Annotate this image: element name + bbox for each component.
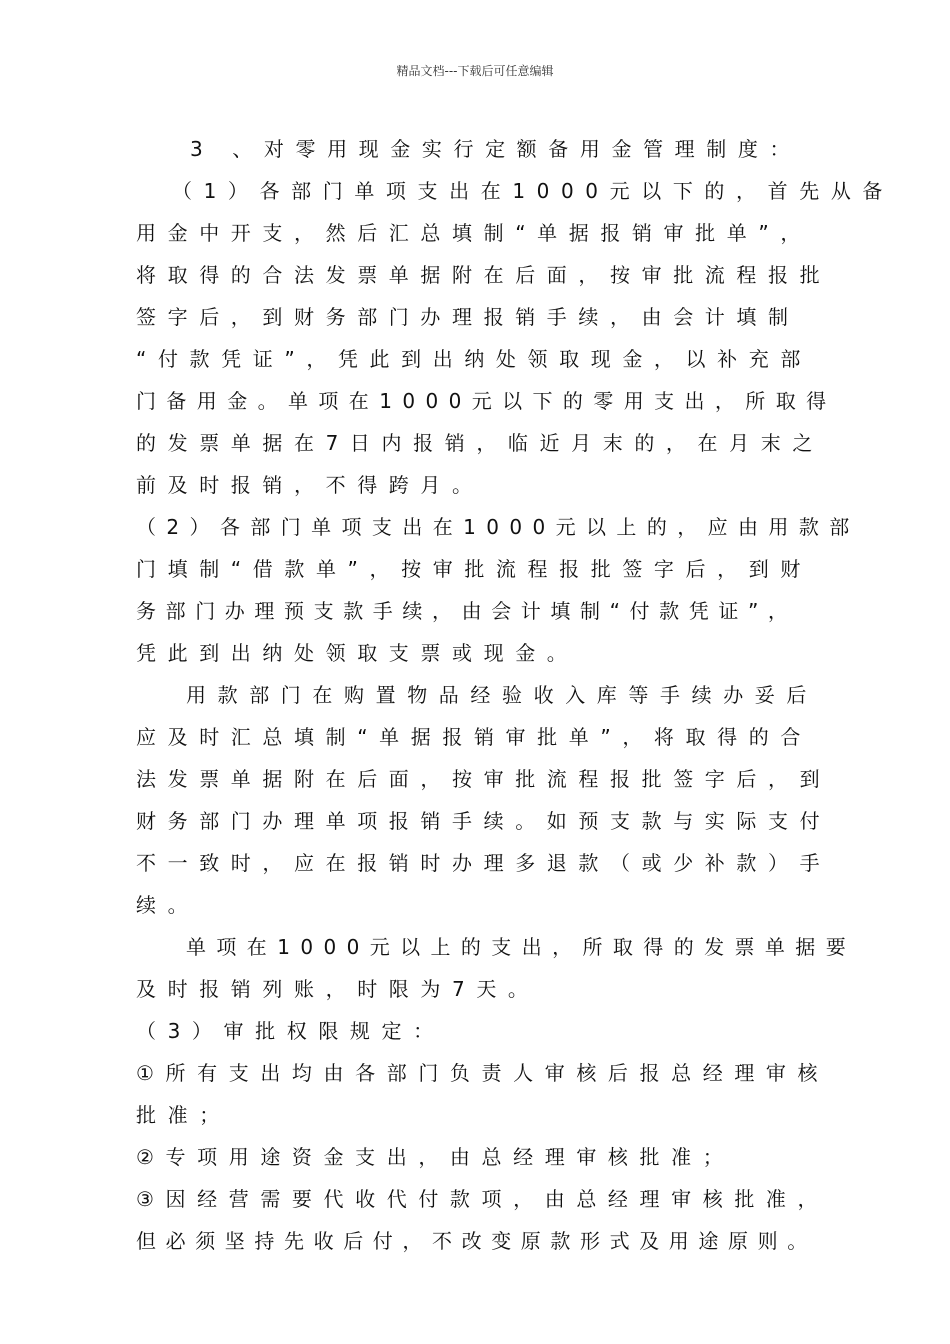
paragraph-line: 财务部门办理单项报销手续。如预支款与实际支付: [136, 809, 832, 833]
paragraph-line: 用款部门在购置物品经验收入库等手续办妥后: [186, 683, 818, 707]
list-item: 但必须坚持先收后付，不改变原款形式及用途原则。: [136, 1229, 817, 1253]
paragraph-line: 门填制“借款单”，按审批流程报批签字后，到财: [136, 557, 812, 581]
paragraph-line: 签字后，到财务部门办理报销手续，由会计填制: [136, 305, 800, 329]
paragraph-line: 门备用金。单项在1000元以下的零用支出，所取得: [136, 389, 837, 413]
list-item: ②专项用途资金支出，由总经理审核批准；: [136, 1145, 735, 1169]
paragraph-line: （1）各部门单项支出在1000元以下的，首先从备: [172, 179, 895, 203]
paragraph-line: 凭此到出纳处领取支票或现金。: [136, 641, 579, 665]
list-item: ③因经营需要代收代付款项，由总经理审核批准，: [136, 1187, 830, 1211]
document-body: [136, 128, 895, 1262]
list-item: ①所有支出均由各部门负责人审核后报总经理审核: [136, 1061, 830, 1085]
list-item: 批准；: [136, 1103, 231, 1127]
paragraph-line: 不一致时，应在报销时办理多退款（或少补款）手: [136, 851, 832, 875]
paragraph-line: 用金中开支，然后汇总填制“单据报销审批单”，: [136, 221, 812, 245]
paragraph-line: “付款凭证”，凭此到出纳处领取现金，以补充部: [136, 347, 812, 371]
paragraph-line: 续。: [136, 893, 200, 917]
paragraph-line: 务部门办理预支款手续，由会计填制“付款凭证”，: [136, 599, 798, 623]
section-heading-3: 3 、对零用现金实行定额备用金管理制度：: [190, 137, 802, 161]
paragraph-line: 将取得的合法发票单据附在后面，按审批流程报批: [136, 263, 832, 287]
paragraph-line: 法发票单据附在后面，按审批流程报批签字后，到: [136, 767, 832, 791]
paragraph-line: 前及时报销，不得跨月。: [136, 473, 484, 497]
paragraph-line: （3）审批权限规定：: [136, 1019, 445, 1043]
paragraph-line: （2）各部门单项支出在1000元以上的，应由用款部: [136, 515, 860, 539]
paragraph-line: 及时报销列账，时限为7天。: [136, 977, 540, 1001]
paragraph-line: 单项在1000元以上的支出，所取得的发票单据要: [186, 935, 857, 959]
paragraph-line: 应及时汇总填制“单据报销审批单”，将取得的合: [136, 725, 812, 749]
page-header: 精品文档---下载后可任意编辑: [396, 64, 554, 78]
paragraph-line: 的发票单据在7日内报销，临近月末的，在月末之: [136, 431, 824, 455]
